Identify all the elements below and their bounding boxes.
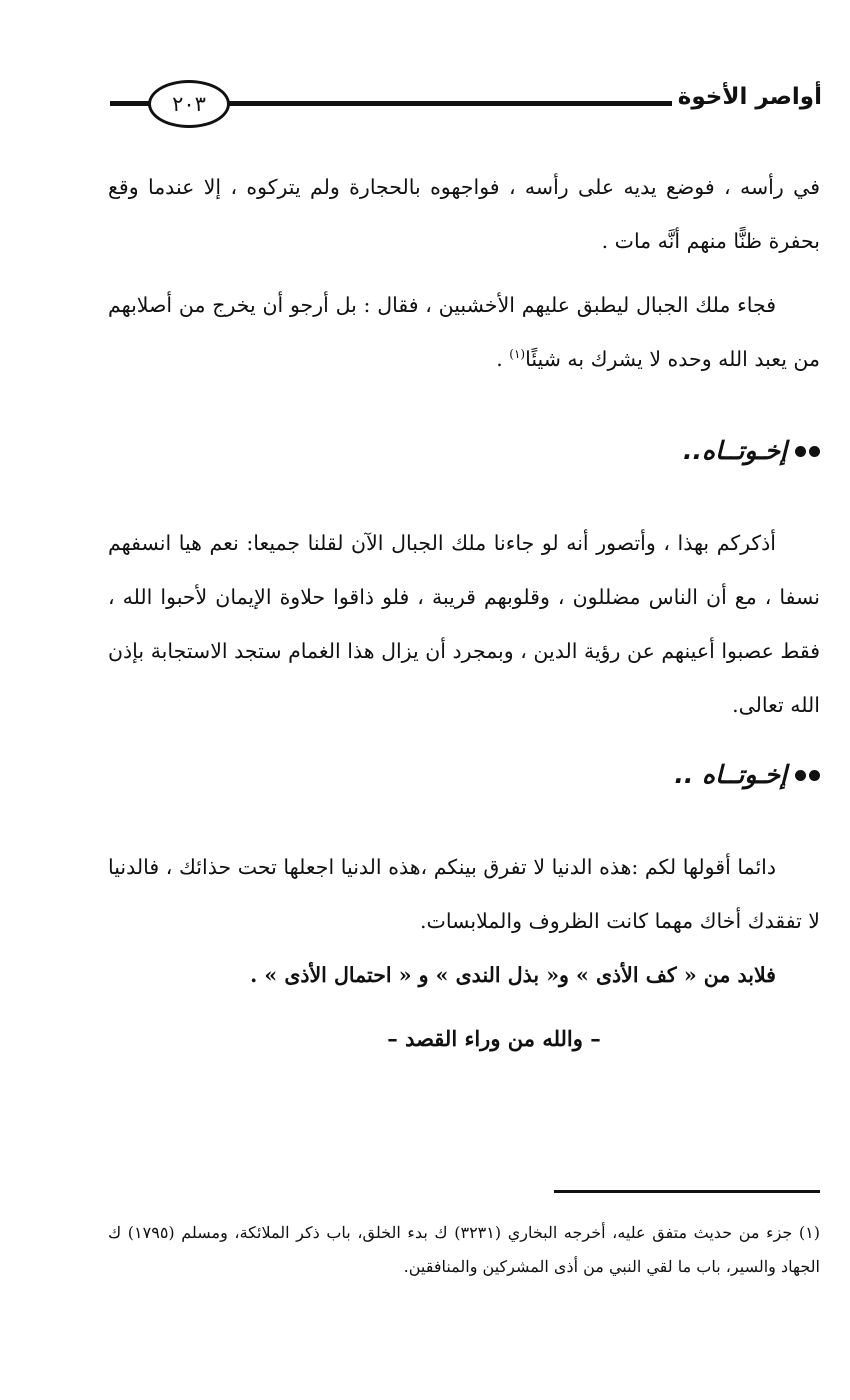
footnote: (١) جزء من حديث متفق عليه، أخرجه البخاري (٣٢٣١) ك بدء الخلق، باب ذكر الملائكة، ومسلم (١٧٩٥) ك الجهاد والسير، باب ما لقي النبي من أذى المشركين والمنافقين. [108, 1223, 821, 1276]
closing-line: – والله من وراء القصد – [387, 1026, 601, 1051]
paragraph-1: في رأسه ، فوضع يديه على رأسه ، فواجهوه بالحجارة ولم يتركوه ، إلا عندما وقع بحفرة ظنًّا منهم أنَّه مات . [108, 175, 820, 253]
header-rule-end [110, 101, 150, 106]
paragraph-5: فلابد من « كف الأذى » و« بذل الندى » و « احتمال الأذى » . [250, 963, 776, 987]
section-heading-2-text: إخـوتــاه .. [674, 760, 787, 789]
running-header [110, 80, 822, 126]
bullet-dots-icon [795, 770, 820, 781]
header-rule [220, 101, 672, 106]
paragraph-2-end: . [496, 347, 510, 371]
book-title: أواصر الأخوة [672, 84, 822, 110]
paragraph-2-text: فجاء ملك الجبال ليطبق عليهم الأخشبين ، فقال : بل أرجو أن يخرج من أصلابهم من يعبد الله وحده لا يشرك به شيئًا [108, 293, 820, 371]
section-heading-2 [108, 742, 820, 808]
paragraph-4: دائما أقولها لكم :هذه الدنيا لا تفرق بينكم ،هذه الدنيا اجعلها تحت حذائك ، فالدنيا لا تفقدك أخاك مهما كانت الظروف والملابسات. [108, 855, 820, 933]
section-heading-1-text: إخـوتــاه.. [683, 436, 787, 465]
paragraph-2 [108, 278, 820, 386]
paragraph-3: أذكركم بهذا ، وأتصور أنه لو جاءنا ملك الجبال الآن لقلنا جميعا: نعم هيا انسفهم نسفا ، مع أن الناس مضللون ، وقلوبهم قريبة ، فلو ذاقوا حلاوة الإيمان لأحبوا الله ، فقط عصبوا أعينهم عن رؤية الدين ، وبمجرد أن يزال هذا الغمام ستجد الاستجابة بإذن الله تعالى. [108, 531, 820, 717]
footnote-ref[interactable]: (١) [509, 347, 526, 362]
bullet-dots-icon [795, 446, 820, 457]
section-heading-1 [108, 418, 820, 484]
page-number: ٢٠٣ [148, 80, 230, 128]
footnote-separator [554, 1190, 820, 1193]
page-body [108, 160, 820, 1066]
